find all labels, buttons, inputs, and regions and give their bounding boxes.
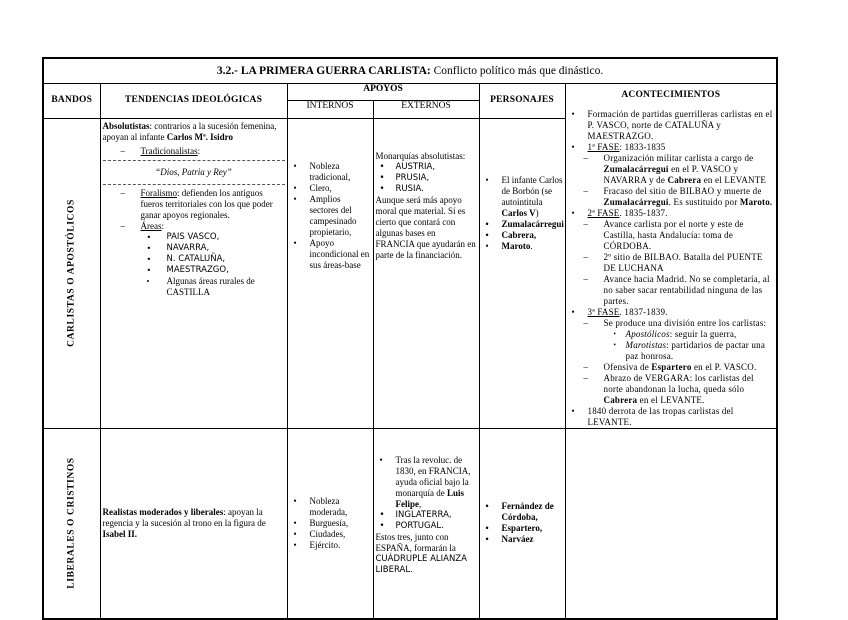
list-item: • El infante Carlos de Borbón (se autointitula Carlos V) xyxy=(482,175,563,219)
personajes-liberales xyxy=(479,429,565,619)
list-item: • MAESTRAZGO, xyxy=(103,265,285,276)
page-title: 3.2.- LA PRIMERA GUERRA CARLISTA: Conflicto político más que dinástico. xyxy=(43,58,777,84)
list-item: – Avance hacia Madrid. No se completaría, al no saber sacar rentabilidad ninguna de las partes. xyxy=(568,274,775,307)
externos-carlistas: Monarquías absolutistas: • AUSTRIA, • PRUSIA, • RUSIA. Aunque será más apoyo moral que material. Sí es cierto que contará con algunas bases en FRANCIA que ayudarán en parte de la financiación. xyxy=(373,118,479,429)
list-item: • Ciudades, xyxy=(290,529,371,540)
list-item: – Se produce una división entre los carlistas: xyxy=(568,318,775,329)
header-apoyos: APOYOS xyxy=(287,84,479,101)
list-item: • Ejército. xyxy=(290,540,371,551)
internos-liberales xyxy=(287,429,373,619)
header-tendencias: TENDENCIAS IDEOLÓGICAS xyxy=(100,84,287,119)
list-item: • N. CATALUÑA, xyxy=(103,254,285,265)
list-item: – 2º sitio de BILBAO. Batalla del PUENTE DE LUCHANA xyxy=(568,252,775,274)
list-item: • 1840 derrota de las tropas carlistas del LEVANTE. xyxy=(568,406,775,428)
list-item: • Algunas áreas rurales de CASTILLA xyxy=(103,276,285,298)
list-item: • PAIS VASCO, xyxy=(103,232,285,243)
bando-liberales: LIBERALES O CRISTINOS xyxy=(43,429,100,619)
list-item: – Ofensiva de Espartero en el P. VASCO. xyxy=(568,362,775,373)
list-item: • Cabrera, xyxy=(482,230,563,241)
list-item: • Nobleza tradicional, xyxy=(290,161,371,183)
header-bandos: BANDOS xyxy=(43,84,100,119)
list-item: • 3ª FASE. 1837-1839. xyxy=(568,307,775,318)
list-item: • Apoyo incondicional en sus áreas-base xyxy=(290,238,371,271)
acontecimientos-content xyxy=(568,109,775,428)
list-item: • Apostólicos: seguir la guerra, xyxy=(568,329,775,340)
header-internos: INTERNOS xyxy=(287,101,373,118)
list-item: • Maroto. xyxy=(482,241,563,252)
list-item: • Narváez xyxy=(482,534,563,545)
list-item: • RUSIA. xyxy=(376,184,477,195)
list-item: • AUSTRIA, xyxy=(376,162,477,173)
list-item: • Zumalacárregui xyxy=(482,219,563,230)
header-personajes: PERSONAJES xyxy=(479,84,565,119)
list-item: • Burguesía, xyxy=(290,518,371,529)
tendencias-carlistas: Absolutistas: contrarios a la sucesión femenina, apoyan al infante Carlos Mª. Isidro – Tradicionalistas: “Dios, Patria y Rey” – Foralismo: defienden los antiguos fueros territoriales con los que poder ganar apoyos regionales. – Áreas: • PAIS VASCO, • NAVARRA, • N. CATALUÑA, • MAESTRAZGO, • Algunas áreas rurales de CASTILLA xyxy=(100,118,287,429)
list-item: – Avance carlista por el norte y este de Castilla, hasta Andalucía: toma de CÓRDOBA. xyxy=(568,219,775,252)
header-externos: EXTERNOS xyxy=(373,101,479,118)
list-item: – Abrazo de VERGARA: los carlistas del norte abandonan la lucha, queda sólo Cabrera en el LEVANTE. xyxy=(568,373,775,406)
summary-table xyxy=(42,57,778,620)
list-item: – Foralismo: defienden los antiguos fueros territoriales con los que poder ganar apoyos regionales. xyxy=(103,188,285,221)
list-item: – Fracaso del sitio de BILBAO y muerte de Zumalacárregui. Es sustituido por Maroto. xyxy=(568,186,775,208)
list-item: • Formación de partidas guerrilleras carlistas en el P. VASCO, norte de CATALUÑA y MAESTRAZGO. xyxy=(568,109,775,142)
list-item: • 2ª FASE. 1835-1837. xyxy=(568,208,775,219)
list-item: – Áreas: xyxy=(103,221,285,232)
list-item: • Tras la revoluc. de 1830, en FRANCIA, ayuda oficial bajo la monarquía de Luis Felipe, xyxy=(376,455,477,510)
divider xyxy=(103,160,285,161)
list-item: • Marotistas: partidarios de pactar una paz honrosa. xyxy=(568,340,775,362)
list-item: • PORTUGAL. xyxy=(376,521,477,532)
list-item: • Espartero, xyxy=(482,523,563,534)
list-item: • INGLATERRA, xyxy=(376,510,477,521)
list-item: • 1ª FASE: 1833-1835 xyxy=(568,142,775,153)
motto: “Dios, Patria y Rey” xyxy=(155,166,232,177)
list-item: • Amplios sectores del campesinado propietario, xyxy=(290,194,371,238)
internos-carlistas xyxy=(287,118,373,429)
header-acontecimientos: ACONTECIMIENTOS • Formación de partidas guerrilleras carlistas en el P. VASCO, norte de CATALUÑA y MAESTRAZGO. • 1ª FASE: 1833-1835 – Organización militar carlista a cargo de Zumalacárregui en el P. VASCO y NAVARRA y de Cabrera en el LEVANTE – Fracaso del sitio de BILBAO y muerte de Zumalacárregui. Es sustituido por Maroto. • 2ª FASE. 1835-1837. – Avance carlista por el norte y este de Castilla, hasta Andalucía: toma de CÓRDOBA. – 2º sitio de BILBAO. Batalla del PUENTE DE LUCHANA – Avance hacia Madrid. No se completaría, al no saber sacar rentabilidad ninguna de las partes. • 3ª FASE. 1837-1839. – Se produce una división entre los carlistas: • Apostólicos: seguir la guerra, • Marotistas: partidarios de pactar una paz honrosa. – Ofensiva de Espartero en el P. VASCO. – Abrazo de VERGARA: los carlistas del norte abandonan la lucha, queda sólo Cabrera en el LEVANTE. • 1840 derrota de las tropas carlistas del LEVANTE. xyxy=(565,84,777,429)
list-item: – Organización militar carlista a cargo de Zumalacárregui en el P. VASCO y NAVARRA y de Cabrera en el LEVANTE xyxy=(568,153,775,186)
externos-liberales: • Tras la revoluc. de 1830, en FRANCIA, ayuda oficial bajo la monarquía de Luis Felipe, • INGLATERRA, • PORTUGAL. Estos tres, junto con ESPAÑA, formarán la CUÁDRUPLE ALIANZA LIBERAL. xyxy=(373,429,479,619)
list-item: • Clero, xyxy=(290,183,371,194)
divider xyxy=(103,184,285,185)
list-item: • Nobleza moderada, xyxy=(290,496,371,518)
personajes-carlistas xyxy=(479,118,565,429)
bando-carlistas: CARLISTAS O APOSTÓLICOS xyxy=(43,118,100,429)
list-item: • NAVARRA, xyxy=(103,243,285,254)
tendencias-liberales: Realistas moderados y liberales: apoyan la regencia y la sucesión al trono en la figura de Isabel II. xyxy=(100,429,287,619)
list-item: • Fernández de Córdoba, xyxy=(482,501,563,523)
list-item: • PRUSIA, xyxy=(376,173,477,184)
list-item: – Tradicionalistas: xyxy=(103,146,285,157)
